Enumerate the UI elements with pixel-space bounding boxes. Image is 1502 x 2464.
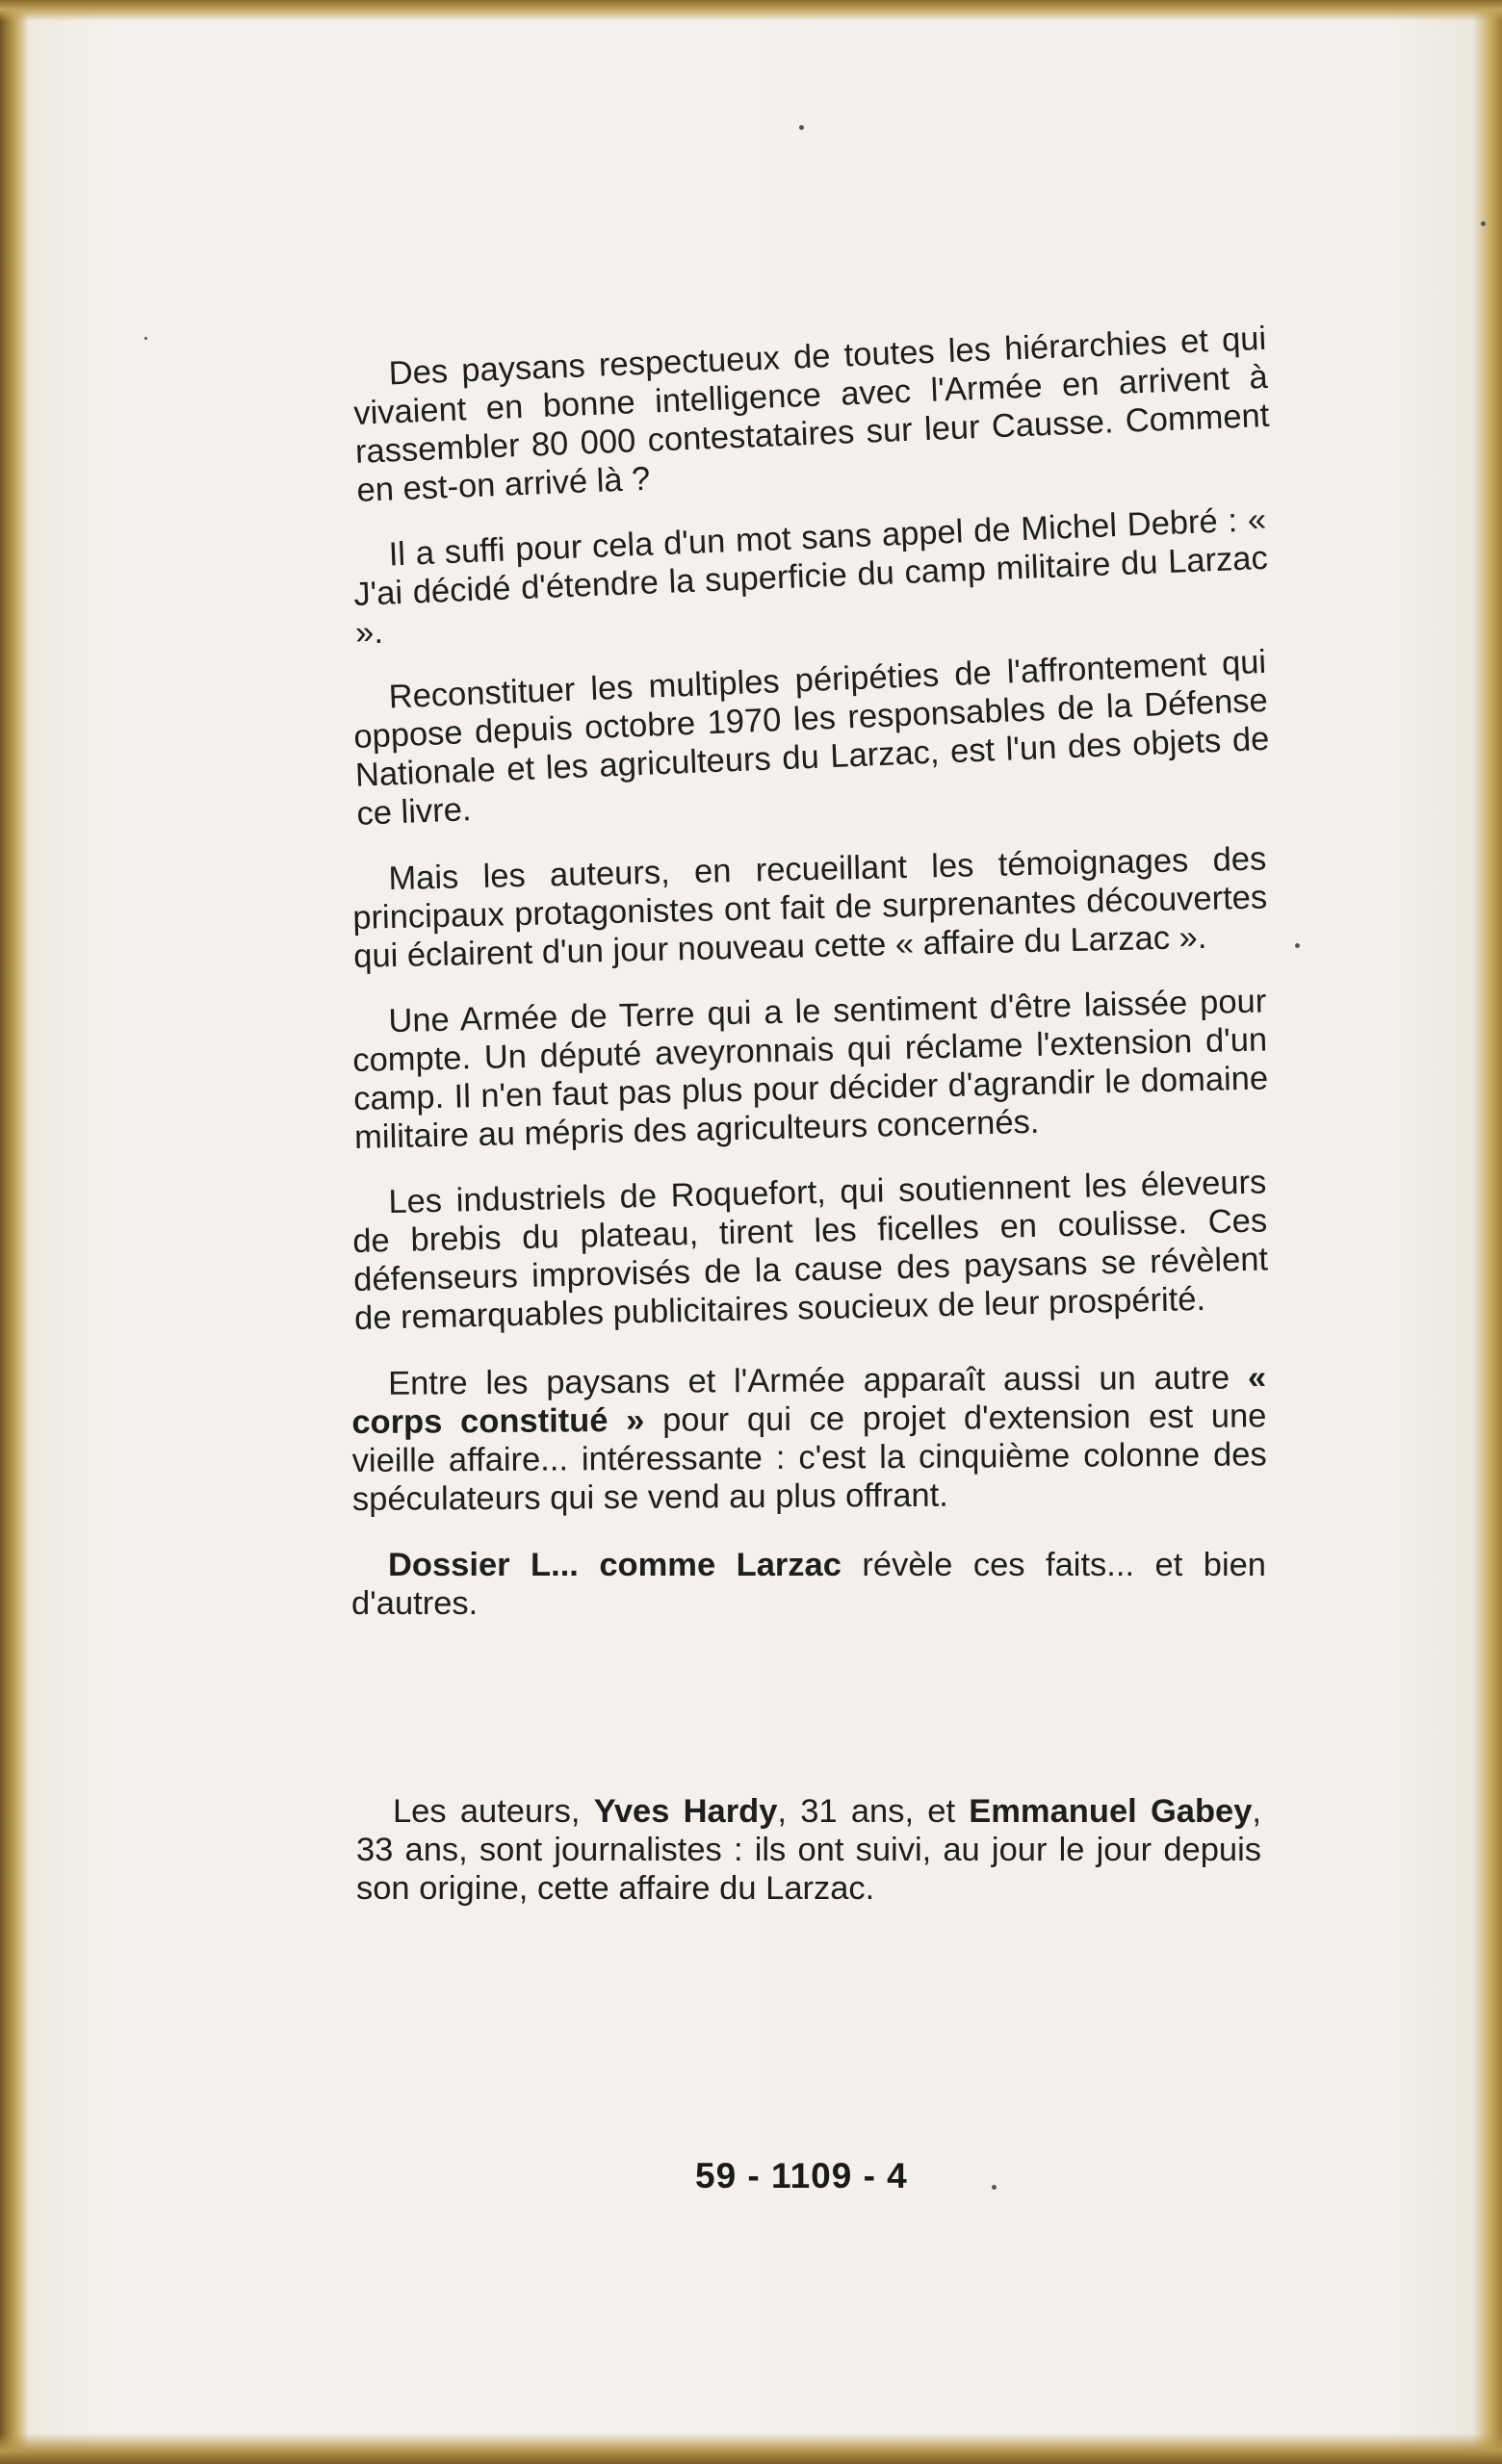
paragraph-roquefort: Les industriels de Roquefort, qui soutiennent les éleveurs de brebis du plateau, tirent les ficelles en coulisse. Ces défenseurs improvisés de la cause des paysans se révèlent de remarquables publicitaires soucieux de leur prospérité. [351, 1164, 1269, 1337]
page-top-edge [0, 0, 1502, 21]
blurb-text [351, 320, 1271, 1650]
author-name-hardy: Yves Hardy [593, 1793, 778, 1830]
paragraph-armee: Une Armée de Terre qui a le sentiment d'être laissée pour compte. Un député aveyronnais qui réclame l'extension d'un camp. Il n'en faut pas plus pour décider d'agrandir le domaine militaire au mépris des agriculteurs concernés. [351, 983, 1269, 1156]
speck-mark [144, 337, 147, 340]
paragraph-reconstituer: Reconstituer les multiples péripéties de l'affrontement qui oppose depuis octobre 1970 les responsables de la Défense Nationale et les agriculteurs du Larzac, est l'un des objets de ce livre. [352, 643, 1271, 833]
paragraph-dossier [351, 1546, 1266, 1623]
authors-text-mid: , 31 ans, et [777, 1793, 970, 1830]
speck-mark [1481, 221, 1486, 226]
page-bottom-edge [0, 2433, 1502, 2464]
paragraph-intro: Des paysans respectueux de toutes les hiérarchies et qui vivaient en bonne intelligence avec l'Armée en arrivent à rassembler 80 000 contestataires sur leur Causse. Comment en est-on arrivé là ? [352, 320, 1271, 509]
speck-mark [1295, 943, 1300, 948]
speculateurs-text-end: pour qui ce projet d'extension est une vieille affaire... intéressante : c'est la cinquième colonne des spéculateurs qui se vend au plus offrant. [351, 1398, 1267, 1518]
authors-text-start: Les auteurs, [393, 1793, 594, 1830]
speculateurs-text-start: Entre les paysans et l'Armée apparaît aussi un autre [388, 1359, 1249, 1402]
paragraph-speculateurs [351, 1358, 1267, 1519]
dossier-text-end: révèle ces faits... et bien d'autres. [351, 1547, 1266, 1622]
authors-text-end: , 33 ans, sont journalistes : ils ont suivi, au jour le jour depuis son origine, cette affaire du Larzac. [356, 1793, 1262, 1907]
catalog-number: 59 - 1109 - 4 [695, 2156, 908, 2195]
paragraph-auteurs: Mais les auteurs, en recueillant les témoignages des principaux protagonistes ont fait de surprenantes découvertes qui éclairent d'un jour nouveau cette « affaire du Larzac ». [351, 840, 1268, 975]
authors-note [356, 1792, 1261, 1908]
corps-constitue-emphasis: « corps constitué » [351, 1359, 1267, 1441]
speck-mark [992, 2185, 997, 2190]
paragraph-debre: Il a suffi pour cela d'un mot sans appel de Michel Debré : « J'ai décidé d'étendre la superficie du camp militaire du Larzac ». [352, 500, 1269, 652]
author-name-gabey: Emmanuel Gabey [969, 1793, 1253, 1830]
speck-mark [799, 125, 804, 130]
book-title-emphasis: Dossier L... comme Larzac [388, 1547, 842, 1583]
